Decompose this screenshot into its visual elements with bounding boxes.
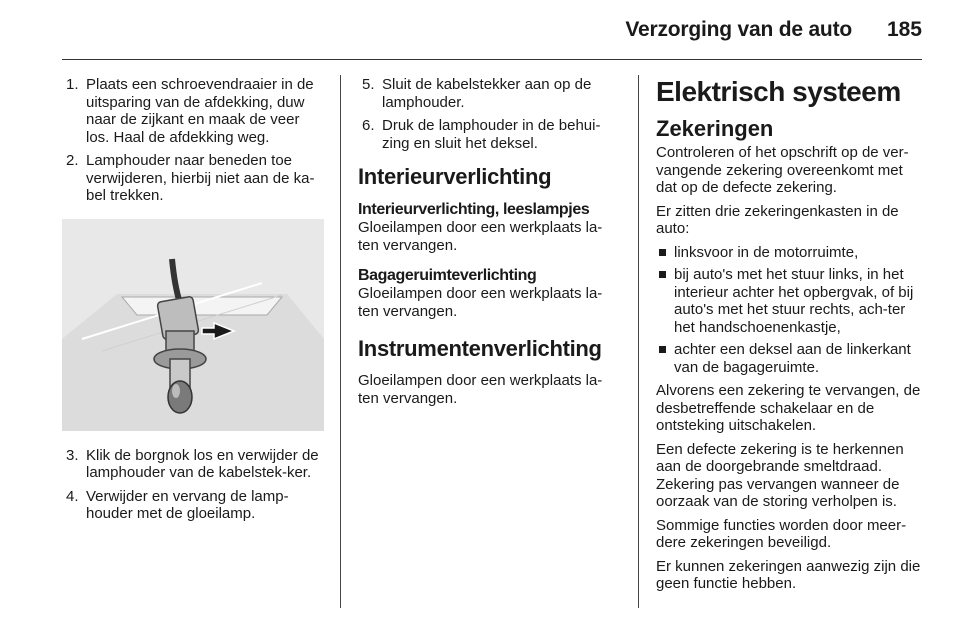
- column-right: [656, 76, 922, 599]
- step-number: 2.: [66, 152, 79, 169]
- paragraph: Er kunnen zekeringen aanwezig zijn die geen functie hebben.: [656, 557, 921, 592]
- step-number: 3.: [66, 446, 79, 464]
- page-header: [0, 0, 960, 60]
- paragraph: Sommige functies worden door meer-dere zekeringen beveiligd.: [656, 516, 907, 551]
- heading-fuses: Zekeringen: [656, 116, 774, 141]
- bullet-text: bij auto's met het stuur links, in het interieur achter het opbergvak, of bij auto's met het stuur rechts, ach-ter het handschoenenkastje,: [674, 266, 914, 336]
- page-number: 185: [886, 18, 922, 41]
- header-divider: [62, 59, 922, 60]
- step-number: 5.: [362, 76, 375, 93]
- list-item: [62, 76, 324, 146]
- step-number: 6.: [362, 117, 375, 134]
- step-text: Plaats een schroevendraaier in de uitsparing van de afdekking, duw naar de zijkant en maak de veer los. Haal de afdekking weg.: [86, 76, 314, 146]
- paragraph: Controleren of het opschrift op de ver-vangende zekering overeenkomt met dat op de defecte zekering.: [656, 144, 909, 196]
- step-text: Sluit de kabelstekker aan op de lamphouder.: [382, 76, 592, 111]
- bullet-icon: [659, 249, 666, 256]
- paragraph: Een defecte zekering is te herkennen aan de doorgebrande smeltdraad. Zekering pas vervangen wanneer de oorzaak van de storing verholpen is.: [656, 440, 904, 510]
- luggage-lighting-text: Gloeilampen door een werkplaats la-ten vervangen.: [358, 285, 603, 320]
- list-item: [62, 447, 324, 482]
- paragraph: Alvorens een zekering te vervangen, de desbetreffende schakelaar en de ontsteking uitschakelen.: [656, 382, 921, 434]
- list-item: [62, 488, 324, 523]
- paragraph: Er zitten drie zekeringenkasten in de auto:: [656, 202, 899, 237]
- section-title: Verzorging van de auto: [625, 18, 852, 41]
- subheading-luggage-lighting: Bagageruimteverlichting: [358, 267, 537, 284]
- heading-electrical-system: Elektrisch systeem: [656, 76, 901, 107]
- column-divider: [638, 75, 639, 608]
- steps-list-c: [358, 76, 620, 152]
- bullet-icon: [659, 271, 666, 278]
- step-text: Druk de lamphouder in de behui-zing en sluit het deksel.: [382, 117, 601, 152]
- list-item: [358, 76, 620, 111]
- fuse-box-locations-list: [656, 244, 922, 377]
- step-text: Verwijder en vervang de lamp-houder met de gloeilamp.: [86, 487, 289, 522]
- steps-list-a: [62, 76, 324, 205]
- lamp-holder-illustration: [62, 219, 324, 431]
- bullet-text: linksvoor in de motorruimte,: [674, 243, 859, 261]
- bullet-text: achter een deksel aan de linkerkant van de bagageruimte.: [674, 341, 911, 376]
- bullet-icon: [659, 346, 666, 353]
- list-item: [656, 341, 922, 376]
- list-item: [62, 152, 324, 205]
- step-text: Lamphouder naar beneden toe verwijderen, hierbij niet aan de ka-bel trekken.: [86, 152, 315, 204]
- list-item: [656, 244, 922, 262]
- column-divider: [340, 75, 341, 608]
- step-number: 4.: [66, 487, 79, 505]
- steps-list-b: [62, 447, 324, 523]
- column-middle: [358, 76, 620, 413]
- instrument-lighting-text: Gloeilampen door een werkplaats la-ten vervangen.: [358, 372, 603, 407]
- reading-lamps-text: Gloeilampen door een werkplaats la-ten vervangen.: [358, 219, 603, 254]
- subheading-reading-lamps: Interieurverlichting, leeslampjes: [358, 201, 590, 218]
- list-item: [656, 266, 922, 336]
- heading-instrument-lighting: Instrumentenverlichting: [358, 336, 602, 361]
- list-item: [358, 117, 620, 152]
- heading-interior-lighting: Interieurverlichting: [358, 164, 552, 189]
- step-number: 1.: [66, 76, 79, 93]
- step-text: Klik de borgnok los en verwijder de lamphouder van de kabelstek-ker.: [86, 446, 319, 481]
- column-left: [62, 76, 324, 529]
